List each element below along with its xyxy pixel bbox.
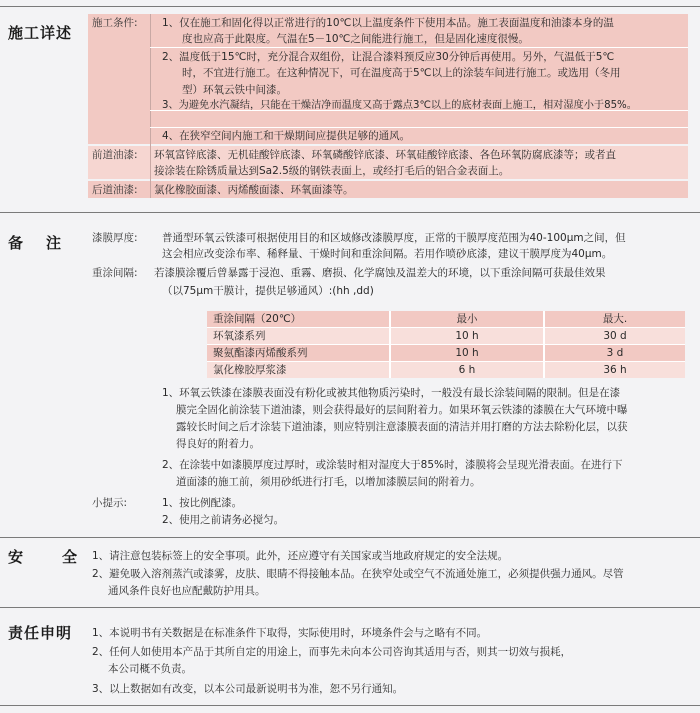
conditions-label: 施工条件: [92, 17, 138, 29]
film-thickness-line: 这会相应改变涂布率、稀释量、干燥时间和重涂间隔。若用作喷砂底漆，建议干膜厚度为40μm。 [162, 248, 613, 260]
recoat-paragraph-line: 2、在涂装中如漆膜厚度过厚时，或涂装时相对湿度大于85%时，漆膜将会呈现光滑表面。在进行下 [162, 459, 623, 471]
table-header-row [207, 311, 685, 328]
table-cell: 聚氨酯漆丙烯酸系列 [207, 345, 390, 362]
section-title-construction: 施工详述 [8, 24, 73, 42]
recoat-paragraph-line: 1、环氧云铁漆在漆膜表面没有粉化或被其他物质污染时，一般没有最长涂装间隔的限制。但是在漆 [162, 387, 621, 399]
topcoat-text: 氯化橡胶面漆、丙烯酸面漆、环氧面漆等。 [154, 184, 354, 196]
conditions-line: 时，不宜进行施工。在这种情况下，可在温度高于5℃以上的涂装车间进行施工。或选用（冬用 [182, 67, 621, 79]
conditions-line: 度也应高于此限度。气温在5－10℃之间能进行施工，但是固化速度很慢。 [182, 33, 529, 45]
section-rule [0, 537, 700, 538]
label-divider [150, 14, 151, 198]
conditions-line: 1、仅在施工和固化得以正常进行的10℃以上温度条件下使用本品。施工表面温度和油漆本身的温 [162, 17, 614, 29]
section-title-notes: 备 注 [8, 234, 66, 252]
table-cell: 10 h [390, 328, 544, 345]
section-rule [0, 212, 700, 213]
recoat-paragraph-line: 道面漆的施工前，须用砂纸进行打毛，以增加漆膜层间的附着力。 [176, 476, 481, 488]
table-header: 最大. [544, 311, 685, 328]
recoat-line: （以75μm干膜计，提供足够通风）:(hh ,dd) [162, 285, 374, 297]
primer-line: 环氧富锌底漆、无机硅酸锌底漆、环氧磷酸锌底漆、环氧硅酸锌底漆、各色环氧防腐底漆等；或者直 [154, 149, 616, 161]
liability-line: 本公司概不负责。 [108, 663, 192, 675]
table-row [207, 362, 685, 379]
table-cell: 氯化橡胶厚浆漆 [207, 362, 390, 379]
bottom-rule [0, 705, 700, 706]
table-row [207, 328, 685, 345]
section-title-safety: 安 全 [8, 548, 90, 566]
recoat-label: 重涂间隔: [92, 267, 138, 279]
tips-line: 1、按比例配漆。 [162, 497, 243, 509]
recoat-line: 若漆膜涂覆后曾暴露于浸泡、重霧、磨损、化学腐蚀及温差大的环境，以下重涂间隔可获最佳效果 [154, 267, 606, 279]
topcoat-label: 后道油漆: [92, 184, 138, 196]
recoat-interval-table [207, 311, 685, 378]
conditions-line: 3、为避免水汽凝结，只能在干燥洁净而温度又高于露点3℃以上的底材表面上施工，相对湿度小于85%。 [162, 100, 637, 111]
table-cell: 10 h [390, 345, 544, 362]
safety-line: 1、请注意包装标签上的安全事项。此外，还应遵守有关国家或当地政府规定的安全法规。 [92, 550, 509, 562]
conditions-line: 4、在狭窄空间内施工和干燥期间应提供足够的通风。 [162, 130, 411, 142]
tips-line: 2、使用之前请务必搅匀。 [162, 514, 285, 526]
primer-label: 前道油漆: [92, 149, 138, 161]
recoat-paragraph-line: 露较长时间之后才涂装下道油漆，则应特别注意漆膜表面的清洁并用打磨的方法去除粉化层，以获 [176, 421, 628, 433]
table-cell: 30 d [544, 328, 685, 345]
film-thickness-line: 普通型环氧云铁漆可根据使用目的和区域修改漆膜厚度，正常的干膜厚度范围为40-100μm之间，但 [162, 232, 626, 244]
tips-label: 小提示: [92, 497, 128, 509]
section-rule [0, 607, 700, 608]
table-cell: 36 h [544, 362, 685, 379]
liability-line: 3、以上数据如有改变，以本公司最新说明书为准，恕不另行通知。 [92, 683, 404, 695]
primer-line: 接涂装在除锈质量达到Sa2.5级的钢铁表面上，或经打毛后的铝合金表面上。 [154, 165, 510, 177]
table-cell: 环氧漆系列 [207, 328, 390, 345]
recoat-paragraph-line: 膜完全固化前涂装下道油漆，则会获得最好的层间附着力。如果环氧云铁漆的漆膜在大气环境中曝 [176, 404, 628, 416]
table-row [207, 345, 685, 362]
row-divider [150, 47, 688, 48]
top-rule [0, 6, 700, 7]
safety-line: 通风条件良好也应配戴防护用具。 [108, 585, 266, 597]
film-thickness-label: 漆膜厚度: [92, 232, 138, 244]
conditions-line: 型）环氧云铁中间漆。 [182, 84, 287, 96]
recoat-paragraph-line: 得良好的附着力。 [176, 438, 260, 450]
conditions-line: 2、温度低于15℃时，充分混合双组份，让混合漆料预反应30分钟后再使用。另外，气温低于5℃ [162, 51, 615, 63]
table-header: 最小 [390, 311, 544, 328]
liability-line: 1、本说明书有关数据是在标准条件下取得，实际使用时，环境条件会与之略有不同。 [92, 627, 488, 639]
table-cell: 6 h [390, 362, 544, 379]
table-header: 重涂间隔（20℃） [207, 311, 390, 328]
liability-line: 2、任何人如使用本产品于其所自定的用途上，而事先未向本公司咨询其适用与否，则其一切效与损耗， [92, 646, 572, 658]
safety-line: 2、避免吸入溶剂蒸汽或漆雾，皮肤、眼睛不得接触本品。在狭窄处或空气不流通处施工，必须提供强力通风。尽管 [92, 568, 624, 580]
table-cell: 3 d [544, 345, 685, 362]
section-title-liability: 责任申明 [8, 624, 73, 642]
